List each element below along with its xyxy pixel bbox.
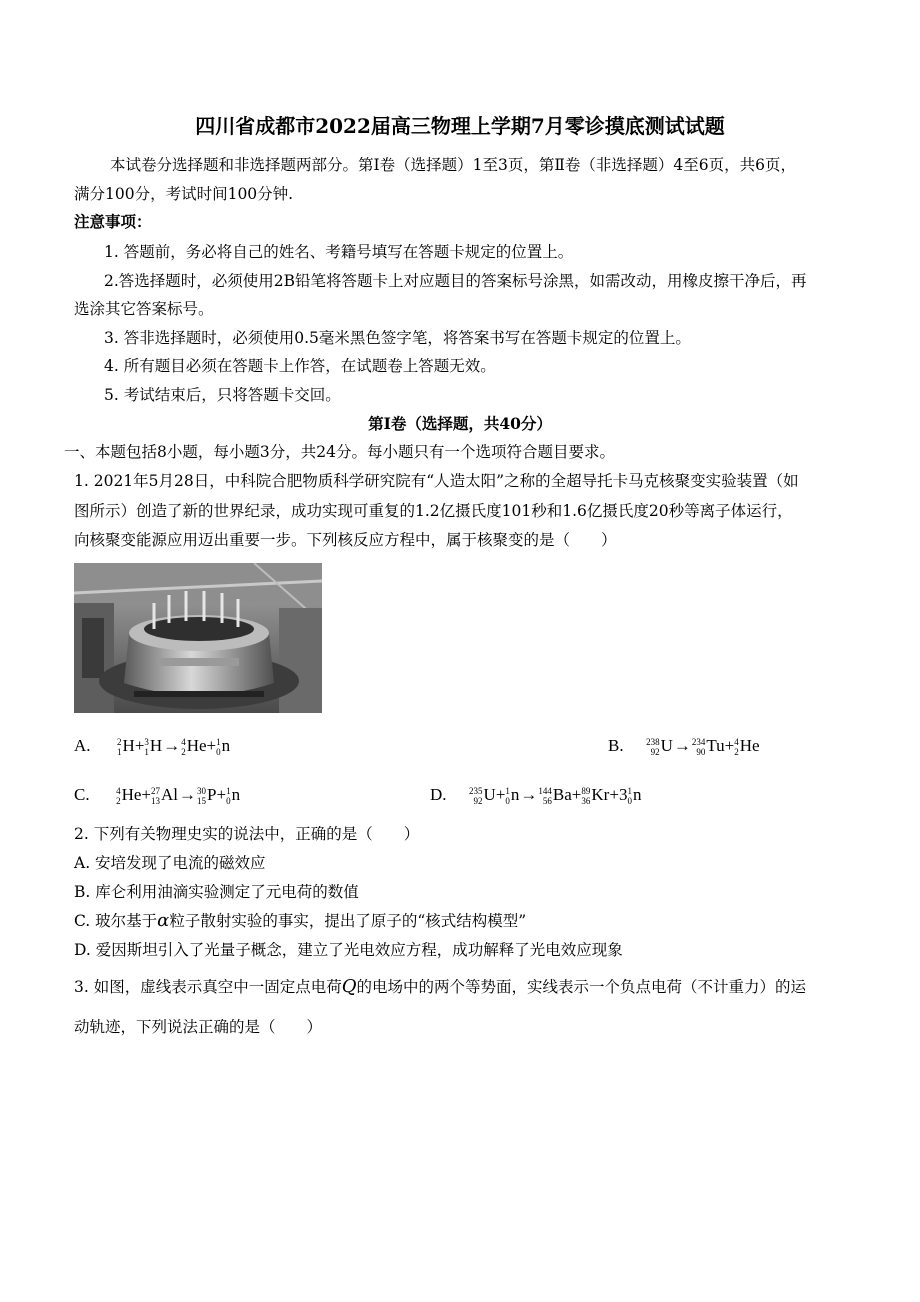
isotope-numbers: 238 92 (646, 737, 660, 758)
question-3-line-2: 动轨迹，下列说法正确的是（ ） (74, 1018, 323, 1036)
q2-option-b[interactable]: B. 库仑利用油滴实验测定了元电荷的数值 (74, 883, 359, 901)
question-2-stem: 2. 下列有关物理史实的说法中，正确的是（ ） (74, 825, 420, 843)
reaction-arrow-icon: → (673, 736, 691, 755)
isotope-numbers: 235 92 (469, 786, 483, 807)
intro-line-1: 本试卷分选择题和非选择题两部分。第Ⅰ卷（选择题）1至3页，第Ⅱ卷（非选择题）4至6页，共6页， (110, 156, 796, 174)
q2-option-d[interactable]: D. 爱因斯坦引入了光量子概念，建立了光电效应方程，成功解释了光电效应现象 (74, 941, 623, 959)
element-symbol: n (221, 736, 231, 755)
alpha-symbol: α (157, 910, 170, 931)
tokamak-illustration (74, 563, 322, 713)
note-3: 3. 答非选择题时，必须使用0.5毫米黑色签字笔，将答案书写在答题卡规定的位置上。 (104, 329, 691, 347)
notes-heading: 注意事项： (74, 212, 152, 231)
note-4: 4. 所有题目必须在答题卡上作答，在试题卷上答题无效。 (104, 357, 496, 375)
q1-option-c[interactable]: C. 4 2 He+ 27 13 Al→ 30 15 P+ 1 0 n (74, 785, 241, 807)
section-1-title: 第Ⅰ卷（选择题，共40分） (368, 414, 552, 433)
element-symbol: Tu (706, 736, 725, 755)
option-label: D. (430, 785, 447, 804)
question-text-prefix: 3. 如图，虚线表示真空中一固定点电荷 (74, 978, 342, 996)
isotope-numbers: 30 15 (197, 786, 207, 807)
question-1-line-1: 1. 2021年5月28日，中科院合肥物质科学研究院有“人造太阳”之称的全超导托卡马克核聚变实验装置（如 (74, 472, 799, 490)
charge-symbol: Q (341, 976, 357, 997)
q1-option-b[interactable]: B. 238 92 U→ 234 90 Tu+ 4 2 He (608, 736, 760, 758)
element-symbol: H (122, 736, 135, 755)
option-text-suffix: 粒子散射实验的事实，提出了原子的“核式结构模型” (169, 912, 527, 930)
element-symbol: Ba (552, 785, 572, 804)
isotope-numbers: 27 13 (151, 786, 161, 807)
element-symbol: U (660, 736, 673, 755)
q1-option-a[interactable]: A. 2 1 H+ 3 1 H→ 4 2 He+ 1 0 n (74, 736, 231, 758)
isotope-numbers: 1 0 (226, 786, 231, 807)
coefficient: 3 (618, 785, 628, 804)
note-2-line-2: 选涂其它答案标号。 (74, 300, 214, 318)
option-label: A. (74, 736, 91, 755)
element-symbol: Kr (591, 785, 610, 804)
isotope-numbers: 234 90 (691, 737, 706, 758)
element-symbol: P (207, 785, 217, 804)
element-symbol: Al (161, 785, 179, 804)
element-symbol: n (231, 785, 241, 804)
option-label: C. (74, 785, 90, 804)
reaction-arrow-icon: → (520, 785, 538, 804)
q2-option-a[interactable]: A. 安培发现了电流的磁效应 (74, 854, 266, 872)
question-1-line-3: 向核聚变能源应用迈出重要一步。下列核反应方程中，属于核聚变的是（ ） (74, 531, 617, 549)
isotope-numbers: 1 0 (505, 786, 510, 807)
section-1-description: 一、本题包括8小题，每小题3分，共24分。每小题只有一个选项符合题目要求。 (64, 443, 615, 461)
isotope-numbers: 2 1 (117, 737, 122, 758)
isotope-numbers: 4 2 (734, 737, 739, 758)
isotope-numbers: 3 1 (144, 737, 149, 758)
page-title: 四川省成都市2022届高三物理上学期7月零诊摸底测试试题 (195, 114, 725, 138)
q2-option-c[interactable] (74, 911, 526, 931)
element-symbol: n (510, 785, 520, 804)
element-symbol: n (632, 785, 642, 804)
note-1: 1. 答题前，务必将自己的姓名、考籍号填写在答题卡规定的位置上。 (104, 243, 574, 261)
element-symbol: He (186, 736, 207, 755)
isotope-numbers: 89 36 (581, 786, 591, 807)
tokamak-photo (74, 563, 322, 713)
option-text-prefix: C. 玻尔基于 (74, 912, 158, 930)
element-symbol: U (483, 785, 496, 804)
q1-option-d[interactable]: D. 235 92 U+ 1 0 n→ 144 56 Ba+ 89 36 Kr+3 1 0 n (430, 785, 642, 807)
isotope-numbers: 144 56 (538, 786, 552, 807)
element-symbol: He (121, 785, 142, 804)
intro-line-2: 满分100分，考试时间100分钟. (74, 185, 294, 203)
question-3-line-1 (74, 977, 806, 997)
element-symbol: H (149, 736, 163, 755)
reaction-arrow-icon: → (163, 736, 181, 755)
question-1-line-2: 图所示）创造了新的世界纪录，成功实现可重复的1.2亿摄氏度101秒和1.6亿摄氏度20秒等离子体运行， (74, 502, 793, 520)
note-5: 5. 考试结束后，只将答题卡交回。 (104, 386, 341, 404)
isotope-numbers: 4 2 (116, 786, 121, 807)
isotope-numbers: 4 2 (181, 737, 186, 758)
reaction-arrow-icon: → (179, 785, 197, 804)
note-2-line-1: 2.答选择题时，必须使用2B铅笔将答题卡上对应题目的答案标号涂黑，如需改动，用橡皮擦干净后，再 (104, 272, 807, 290)
question-text-suffix: 的电场中的两个等势面，实线表示一个负点电荷（不计重力）的运 (356, 978, 806, 996)
isotope-numbers: 1 0 (627, 786, 632, 807)
element-symbol: He (739, 736, 760, 755)
isotope-numbers: 1 0 (216, 737, 221, 758)
option-label: B. (608, 736, 624, 755)
